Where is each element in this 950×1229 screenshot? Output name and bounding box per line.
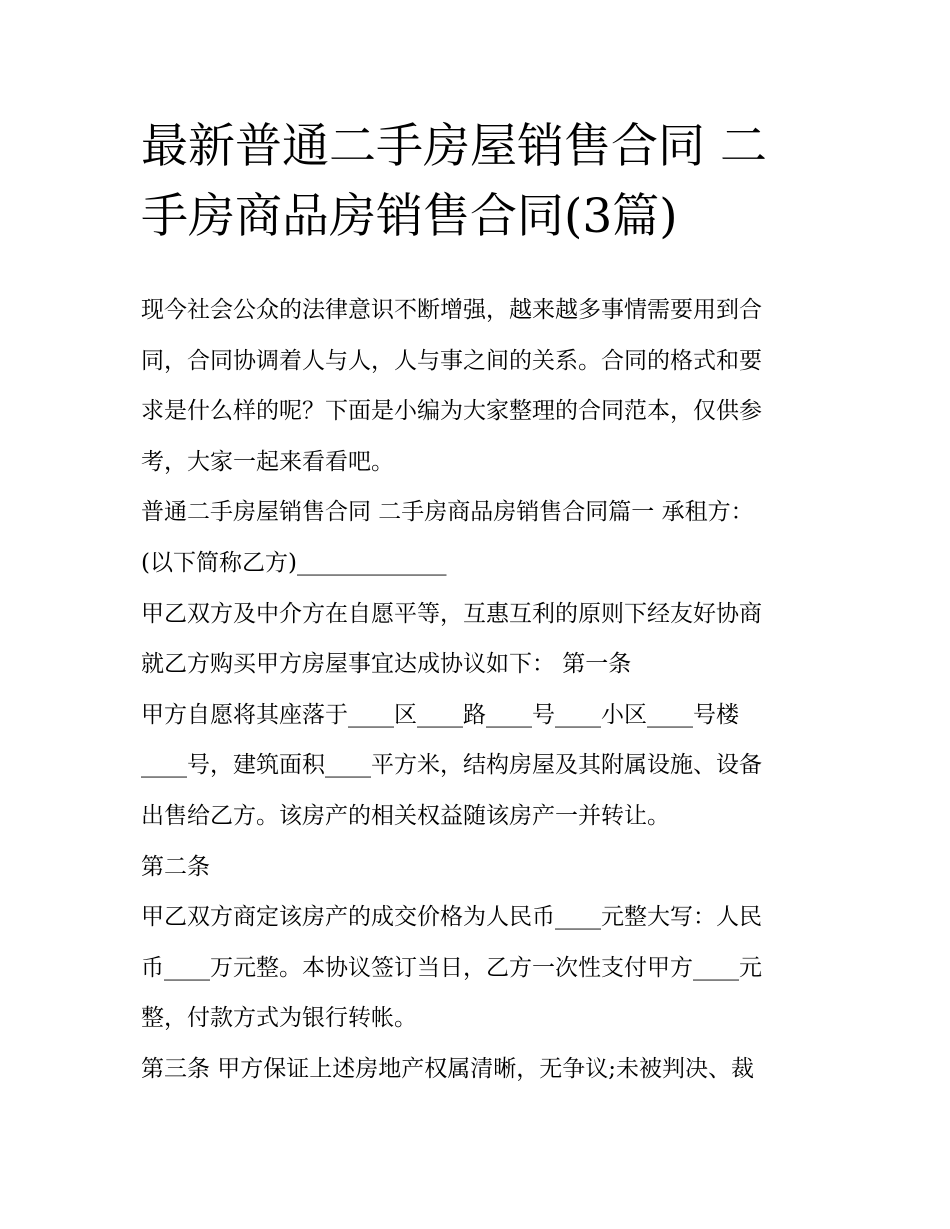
body-line: 考，大家一起来看看吧。 [141,448,394,475]
body-line: ____号，建筑面积____平方米，结构房屋及其附属设施、设备 [141,752,762,779]
body-line: 出售给乙方。该房产的相关权益随该房产一并转让。 [141,802,670,829]
body-line: 求是什么样的呢？下面是小编为大家整理的合同范本，仅供参 [141,398,762,425]
document-body [141,285,831,1095]
body-line: 币____万元整。本协议签订当日，乙方一次性支付甲方____元 [141,954,762,981]
body-line: (以下简称乙方)_____________ [141,549,447,576]
body-line: 甲乙双方商定该房产的成交价格为人民币____元整大写：人民 [141,904,762,931]
body-line: 同，合同协调着人与人，人与事之间的关系。合同的格式和要 [141,347,762,374]
body-line: 就乙方购买甲方房屋事宜达成协议如下： 第一条 [141,651,632,678]
body-line: 普通二手房屋销售合同 二手房商品房销售合同篇一 承租方： [141,499,754,526]
body-line: 甲方自愿将其座落于____区____路____号____小区____号楼 [141,701,739,728]
body-line: 整，付款方式为银行转帐。 [141,1005,417,1032]
body-line: 第三条 甲方保证上述房地产权属清晰，无争议;未被判决、裁 [141,1055,755,1082]
body-line: 现今社会公众的法律意识不断增强，越来越多事情需要用到合 [141,297,762,323]
document-title: 最新普通二手房屋销售合同 二 手房商品房销售合同(3篇) [141,119,767,244]
body-line: 甲乙双方及中介方在自愿平等，互惠互利的原则下经友好协商 [141,600,762,627]
body-line: 第二条 [141,853,210,880]
